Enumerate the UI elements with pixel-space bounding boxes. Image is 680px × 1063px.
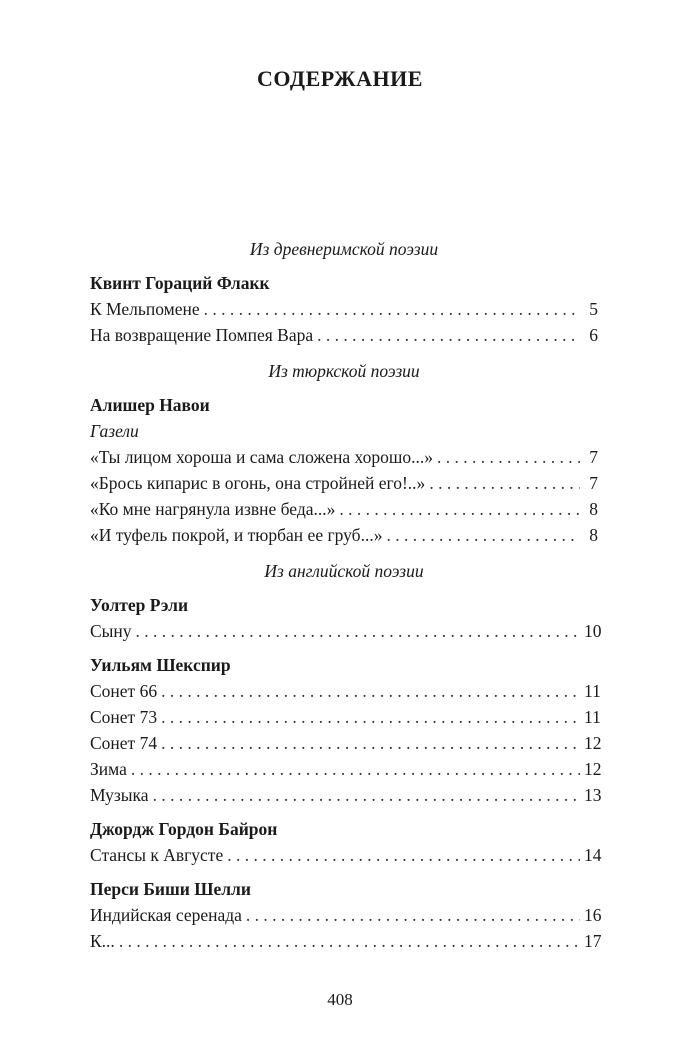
toc-entry[interactable] [90, 618, 602, 644]
toc-entry[interactable] [90, 902, 602, 928]
entry-title: «Ты лицом хороша и сама сложена хорошо...» [90, 447, 433, 467]
section-title: Из тюркской поэзии [268, 361, 420, 381]
dot-leader [339, 496, 580, 522]
entry-title: Сонет 73 [90, 707, 158, 727]
entry-page-number: 7 [589, 447, 598, 467]
entry-title: Индийская серенада [90, 905, 242, 925]
section-title: Из английской поэзии [264, 561, 424, 581]
toc-entry[interactable] [90, 522, 598, 548]
toc-entry[interactable] [90, 496, 598, 522]
toc-entry[interactable] [90, 928, 602, 954]
dot-leader [161, 730, 580, 756]
entry-page-number: 6 [589, 325, 598, 345]
toc-entry[interactable] [90, 444, 598, 470]
subsection-heading: Газели [90, 421, 139, 441]
entry-page-number: 10 [584, 621, 602, 641]
dot-leader [131, 756, 580, 782]
entry-page-number: 8 [589, 499, 598, 519]
dot-leader [136, 618, 580, 644]
author-name: Уильям Шекспир [90, 655, 231, 675]
entry-title: Сонет 74 [90, 733, 158, 753]
author-name: Джордж Гордон Байрон [90, 819, 278, 839]
entry-title: «И туфель покрой, и тюрбан ее груб...» [90, 525, 383, 545]
entry-page-number: 8 [589, 525, 598, 545]
entry-title: К Мельпомене [90, 299, 200, 319]
toc-entry[interactable] [90, 678, 601, 704]
entry-title: Сонет 66 [90, 681, 158, 701]
dot-leader [386, 522, 580, 548]
entry-title: Сыну [90, 621, 132, 641]
page-title: СОДЕРЖАНИЕ [257, 66, 423, 91]
dot-leader [204, 296, 580, 322]
entry-title: «Брось кипарис в огонь, она стройней его!..» [90, 473, 426, 493]
dot-leader [227, 842, 580, 868]
toc-entry[interactable] [90, 842, 602, 868]
section-title: Из древнеримской поэзии [249, 239, 439, 259]
entry-title: На возвращение Помпея Вара [90, 325, 314, 345]
entry-page-number: 17 [584, 931, 602, 951]
dot-leader [317, 322, 580, 348]
author-name: Алишер Навои [90, 395, 210, 415]
page-number: 408 [327, 990, 353, 1009]
entry-page-number: 13 [584, 785, 602, 805]
entry-title: Музыка [90, 785, 149, 805]
toc-entry[interactable] [90, 322, 598, 348]
entry-page-number: 14 [584, 845, 602, 865]
dot-leader [161, 678, 580, 704]
toc-entry[interactable] [90, 730, 602, 756]
author-name: Уолтер Рэли [90, 595, 189, 615]
entry-title: Зима [90, 759, 127, 779]
dot-leader [161, 704, 580, 730]
entry-page-number: 16 [584, 905, 602, 925]
entry-title: Стансы к Августе [90, 845, 224, 865]
dot-leader [437, 444, 580, 470]
entry-page-number: 5 [589, 299, 598, 319]
entry-page-number: 7 [589, 473, 598, 493]
entry-title: К... [90, 931, 115, 951]
table-of-contents [90, 236, 602, 954]
entry-page-number: 12 [584, 759, 602, 779]
entry-page-number: 11 [584, 681, 601, 701]
entry-page-number: 12 [584, 733, 602, 753]
author-name: Перси Биши Шелли [90, 879, 251, 899]
toc-entry[interactable] [90, 782, 602, 808]
toc-entry[interactable] [90, 296, 598, 322]
author-name: Квинт Гораций Флакк [90, 273, 270, 293]
toc-entry[interactable] [90, 756, 602, 782]
dot-leader [153, 782, 580, 808]
dot-leader [119, 928, 580, 954]
toc-entry[interactable] [90, 704, 601, 730]
toc-entry[interactable] [90, 470, 598, 496]
dot-leader [246, 902, 580, 928]
dot-leader [429, 470, 580, 496]
entry-page-number: 11 [584, 707, 601, 727]
entry-title: «Ко мне нагрянула извне беда...» [90, 499, 336, 519]
